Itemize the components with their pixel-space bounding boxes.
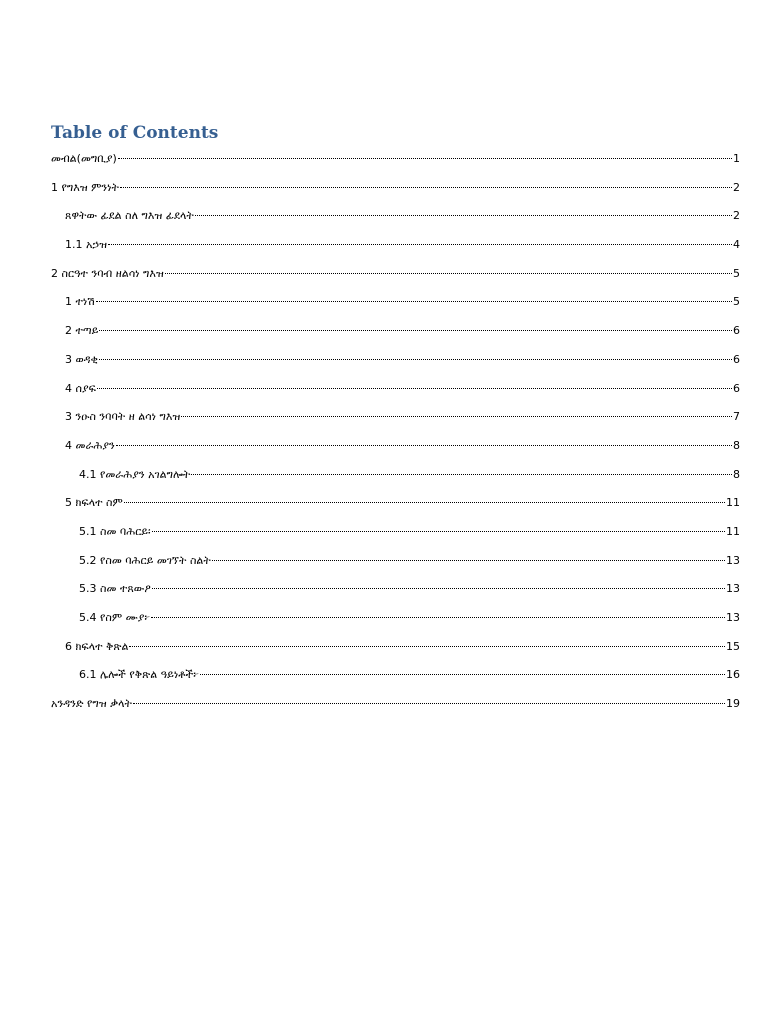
toc-entry[interactable] (0, 149, 768, 178)
toc-entry-label: 1 የግእዝ ምንነት (51, 180, 119, 194)
toc-page-number: 11 (726, 524, 740, 538)
toc-page-number: 13 (726, 553, 740, 567)
toc-dot-leader (116, 445, 732, 446)
toc-page-number: 13 (726, 582, 740, 596)
toc-dot-leader (151, 617, 725, 618)
toc-page-number: 2 (733, 209, 740, 223)
toc-entry-label: ጸዋትው ፊደል ስለ ግእዝ ፊደላት (65, 209, 194, 223)
toc-dot-leader (195, 215, 732, 216)
toc-entry-label: መብል(መግቢያ) (51, 152, 117, 165)
toc-entry-label: 5 ክፍላተ ስም (65, 496, 123, 510)
toc-page-number: 5 (733, 266, 740, 280)
toc-entry[interactable] (0, 321, 768, 350)
toc-title: Table of Contents (51, 123, 219, 143)
toc-dot-leader (165, 273, 732, 274)
toc-dot-leader (200, 674, 725, 675)
toc-entry[interactable] (0, 608, 768, 637)
toc-dot-leader (181, 416, 732, 417)
toc-entry[interactable] (0, 407, 768, 436)
toc-entry-label: 5.1 ስመ ባሕርይ፡ (79, 524, 151, 538)
toc-dot-leader (96, 301, 732, 302)
toc-entry[interactable] (0, 379, 768, 408)
toc-page-number: 1 (733, 152, 740, 165)
toc-entry-label: 3 ንዑስ ንባባት ዘ ልሳነ ግእዝ (65, 410, 181, 424)
toc-entry[interactable] (0, 264, 768, 293)
toc-dot-leader (108, 244, 732, 245)
toc-entry[interactable] (0, 665, 768, 694)
toc-page-number: 6 (733, 324, 740, 338)
toc-dot-leader (152, 531, 725, 532)
toc-entry-label: 2 ስርዓተ ንባብ ዘልሳነ ግእዝ (51, 266, 164, 280)
toc-page-number: 7 (733, 410, 740, 424)
toc-page-number: 13 (726, 611, 740, 624)
toc-dot-leader (99, 330, 732, 331)
toc-entry[interactable] (0, 178, 768, 207)
toc-page-number: 15 (726, 639, 740, 653)
toc-entry-label: 1 ተነሽ (65, 295, 95, 309)
toc-dot-leader (97, 388, 732, 389)
toc-entry-label: 4 ሰያፍ (65, 381, 96, 395)
toc-entry[interactable] (0, 637, 768, 666)
toc-entry[interactable] (0, 694, 768, 723)
toc-dot-leader (124, 502, 725, 503)
toc-entry[interactable] (0, 436, 768, 465)
toc-page-number: 11 (726, 496, 740, 510)
toc-entry-label: 6 ክፍላተ ቅጽል (65, 639, 129, 653)
toc-entry[interactable] (0, 493, 768, 522)
toc-page-number: 6 (733, 381, 740, 395)
toc-entry-label: 6.1 ሌሎች የቅጽል ዓይነቶች፦ (79, 668, 200, 682)
toc-entry-label: 5.2 የስመ ባሕርይ መገኘት ስልት (79, 553, 211, 567)
toc-entry-label: 3 ወዳቂ (65, 352, 99, 366)
toc-dot-leader (133, 703, 725, 704)
toc-entry[interactable] (0, 235, 768, 264)
toc-entry[interactable] (0, 522, 768, 551)
toc-page-number: 5 (733, 295, 740, 309)
toc-entry-label: 1.1 አኃዝ (65, 238, 107, 252)
toc-page-number: 8 (733, 467, 740, 481)
toc-entry[interactable] (0, 350, 768, 379)
toc-dot-leader (152, 588, 725, 589)
toc-entry[interactable] (0, 579, 768, 608)
toc-page-number: 19 (726, 697, 740, 711)
toc-entry-label: 5.4 የስም ሙያ፦ (79, 611, 151, 624)
toc-dot-leader (129, 646, 725, 647)
toc-entry-label: አንዳንድ የግዝ ቃላት (51, 697, 132, 711)
toc-page-number: 16 (726, 668, 740, 682)
toc-dot-leader (212, 560, 725, 561)
toc-entry-label: 2 ተጣይ (65, 324, 99, 338)
toc-page-number: 6 (733, 352, 740, 366)
toc-entry[interactable] (0, 292, 768, 321)
toc-page-number: 8 (733, 438, 740, 452)
toc-list (0, 149, 768, 723)
toc-dot-leader (191, 474, 732, 475)
toc-entry[interactable] (0, 465, 768, 494)
toc-page-number: 4 (733, 238, 740, 252)
toc-entry[interactable] (0, 551, 768, 580)
toc-dot-leader (99, 359, 732, 360)
toc-entry-label: 5.3 ስመ ተጸውዖ (79, 582, 151, 596)
toc-dot-leader (120, 187, 732, 188)
toc-entry-label: 4 መራሕያን (65, 438, 115, 452)
toc-page-number: 2 (733, 180, 740, 194)
toc-entry-label: 4.1 የመራሕያን አገልግሎት (79, 467, 191, 481)
toc-entry[interactable] (0, 206, 768, 235)
toc-dot-leader (118, 158, 732, 159)
